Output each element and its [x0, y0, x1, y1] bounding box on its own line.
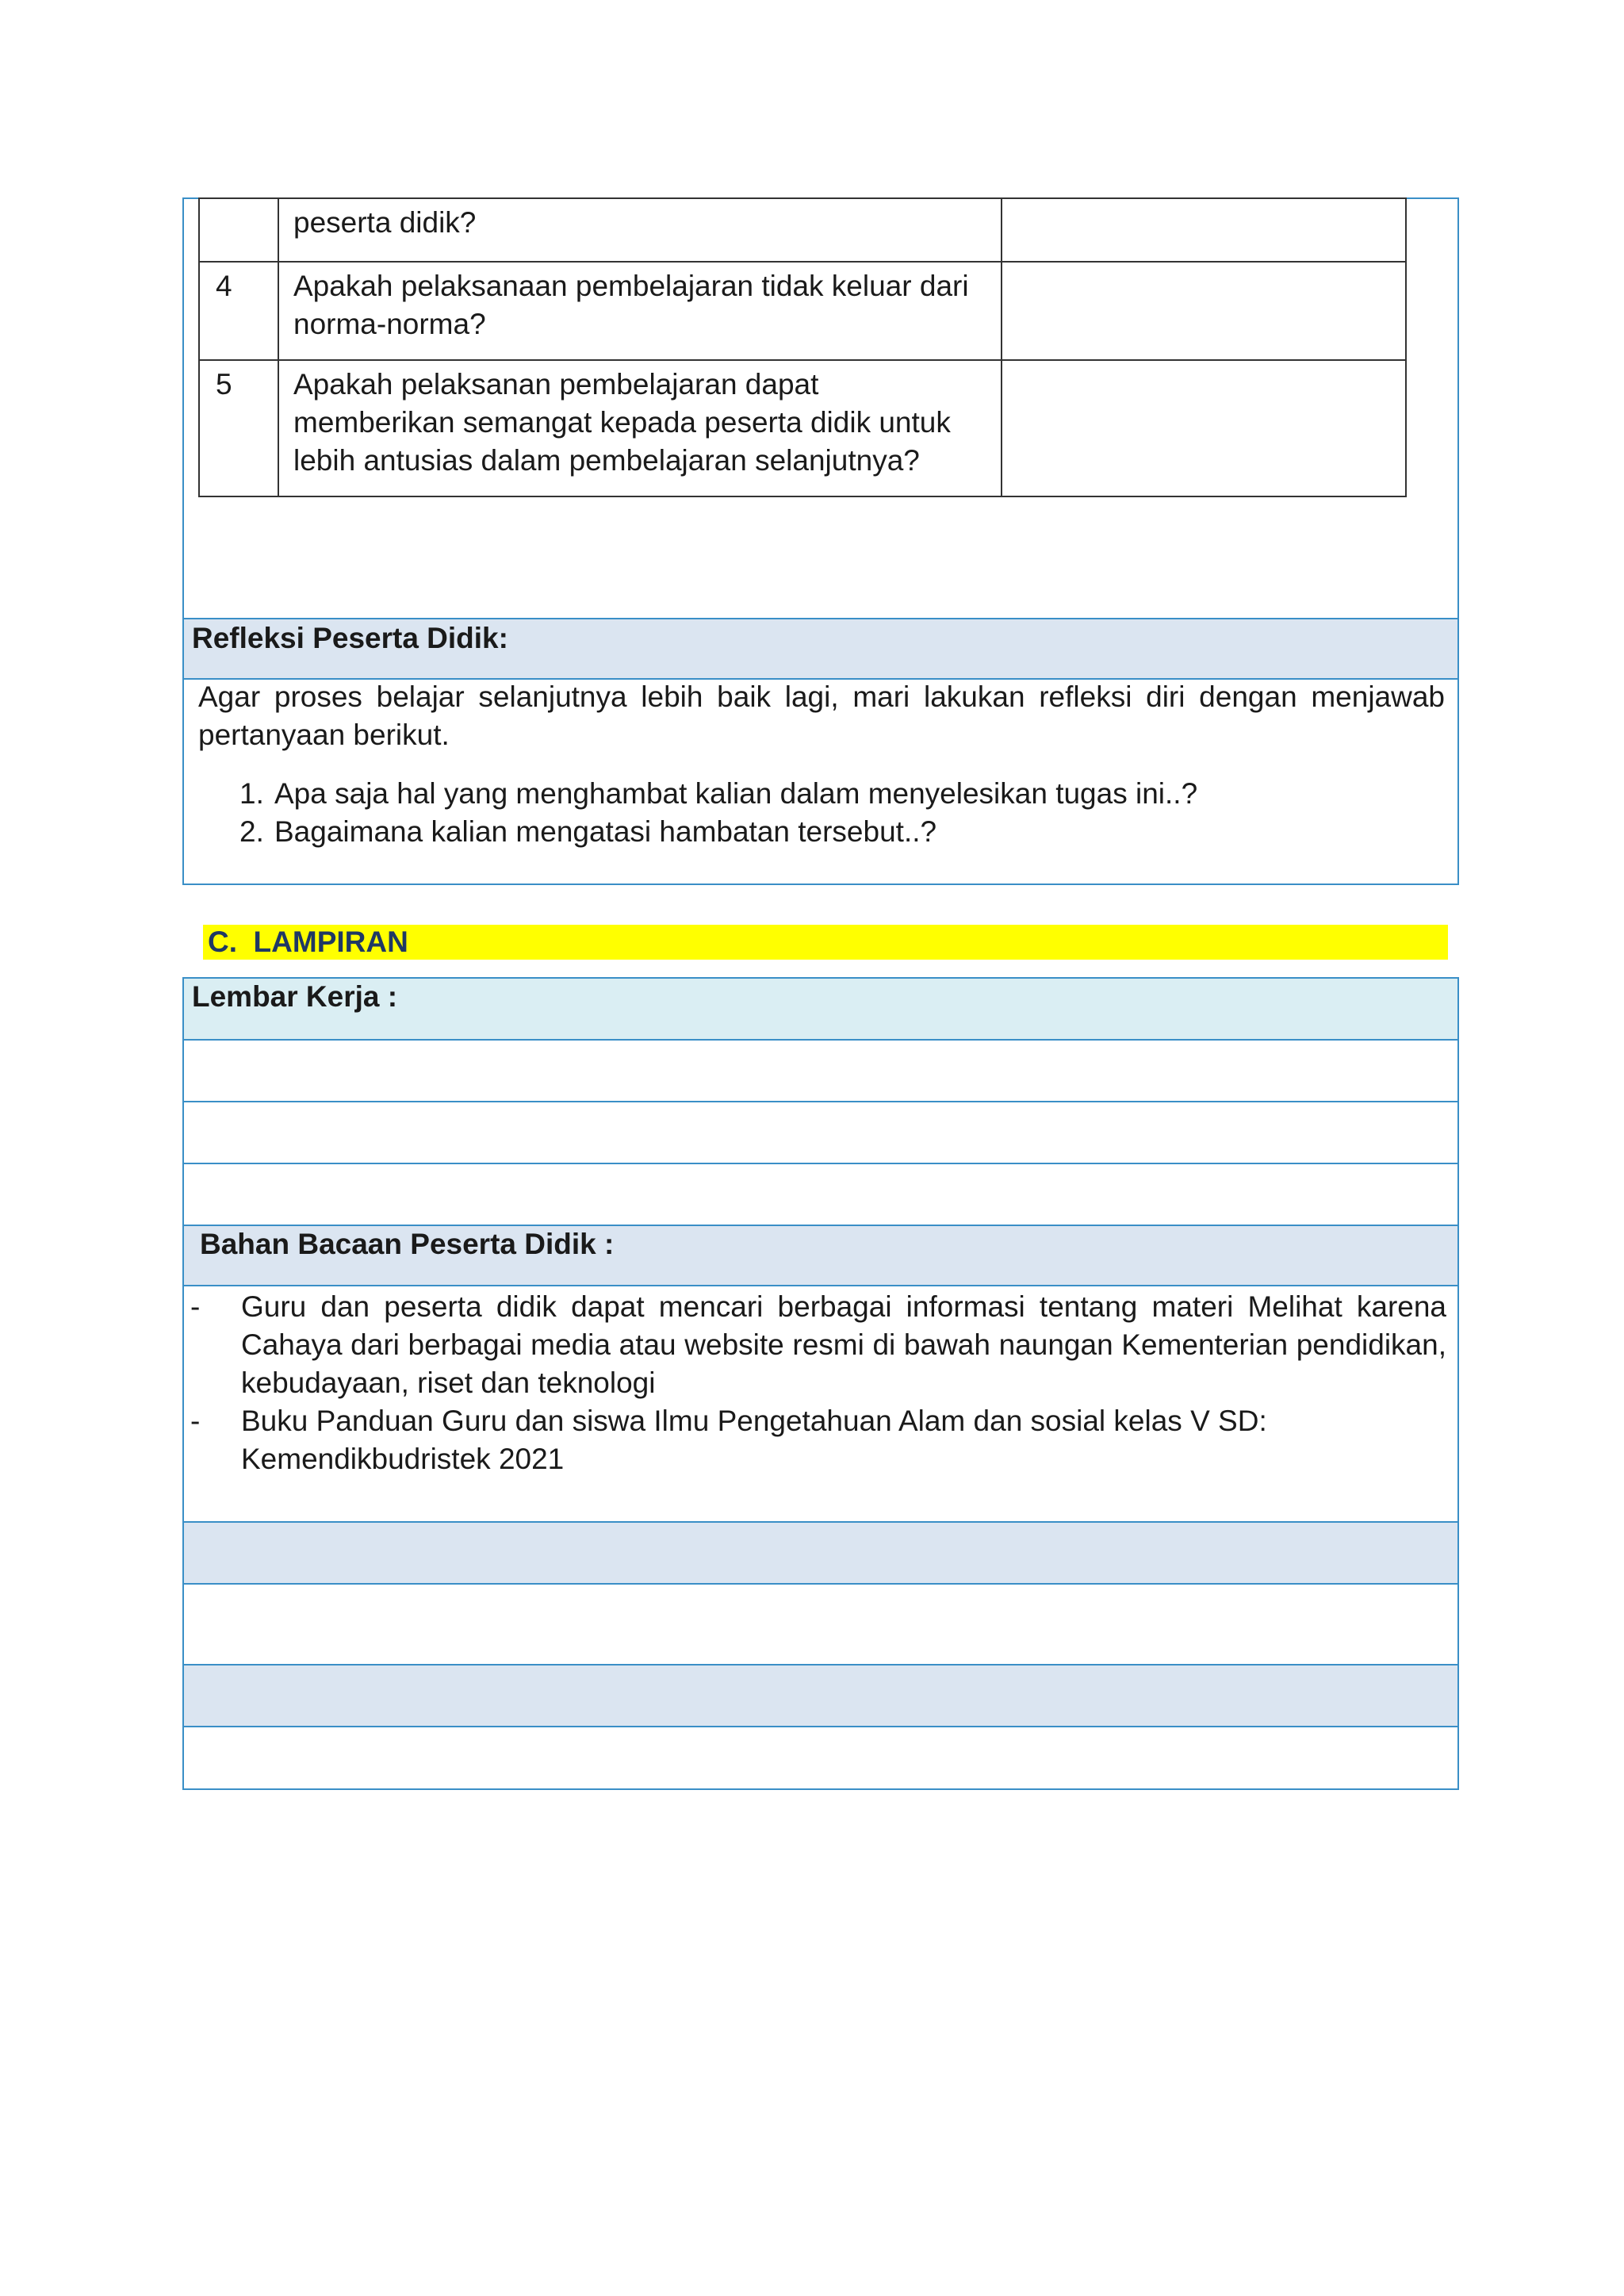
lampiran-heading: C. LAMPIRAN — [208, 926, 408, 958]
bahan-bacaan-label: Bahan Bacaan Peserta Didik : — [200, 1228, 615, 1260]
row-answer-cell — [1002, 360, 1406, 496]
lembar-kerja-label: Lembar Kerja : — [192, 980, 398, 1013]
lembar-kerja-row — [184, 1102, 1457, 1163]
refleksi-question: Bagaimana kalian mengatasi hambatan tersebut..? — [274, 815, 937, 848]
lembar-kerja-row — [184, 1164, 1457, 1225]
table-row — [199, 360, 1406, 496]
row-question: Apakah pelaksanan pembelajaran dapat memberikan semangat kepada peserta didik untuk lebih antusias dalam pembelajaran selanjutnya? — [278, 360, 1002, 496]
empty-band — [184, 1523, 1457, 1583]
table-row — [199, 198, 1406, 262]
row-question: peserta didik? — [278, 198, 1002, 262]
row-answer-cell — [1002, 198, 1406, 262]
bullet: - — [190, 1290, 201, 1323]
bahan-item: Guru dan peserta didik dapat mencari berbagai informasi tentang materi Melihat karena Cahaya dari berbagai media atau website resmi di bawah naungan Kementerian pendidikan, kebudayaan, riset dan teknologi — [241, 1290, 1446, 1399]
bahan-item: Buku Panduan Guru dan siswa Ilmu Pengetahuan Alam dan sosial kelas V SD: Kemendikbudristek 2021 — [241, 1405, 1267, 1475]
refleksi-question: Apa saja hal yang menghambat kalian dalam menyelesikan tugas ini..? — [274, 777, 1198, 810]
row-number: 4 — [199, 262, 278, 360]
list-item — [190, 1402, 1446, 1478]
list-item: 1. Apa saja hal yang menghambat kalian dalam menyelesikan tugas ini..? — [239, 775, 1429, 813]
refleksi-intro: Agar proses belajar selanjutnya lebih baik lagi, mari lakukan refleksi diri dengan menjawab pertanyaan berikut. — [198, 680, 1445, 751]
bahan-bacaan-list — [190, 1288, 1446, 1478]
list-item: 2. Bagaimana kalian mengatasi hambatan tersebut..? — [239, 813, 1429, 851]
row-answer-cell — [1002, 262, 1406, 360]
refleksi-heading: Refleksi Peserta Didik: — [192, 622, 508, 654]
row-number — [199, 198, 278, 262]
refleksi-question-list — [239, 775, 1429, 851]
table-row — [199, 262, 1406, 360]
row-question: Apakah pelaksanaan pembelajaran tidak keluar dari norma-norma? — [278, 262, 1002, 360]
row-number: 5 — [199, 360, 278, 496]
list-item — [190, 1288, 1446, 1402]
evaluation-table — [198, 197, 1407, 497]
bullet: - — [190, 1405, 201, 1437]
lembar-kerja-row — [184, 1041, 1457, 1101]
empty-band — [184, 1665, 1457, 1726]
